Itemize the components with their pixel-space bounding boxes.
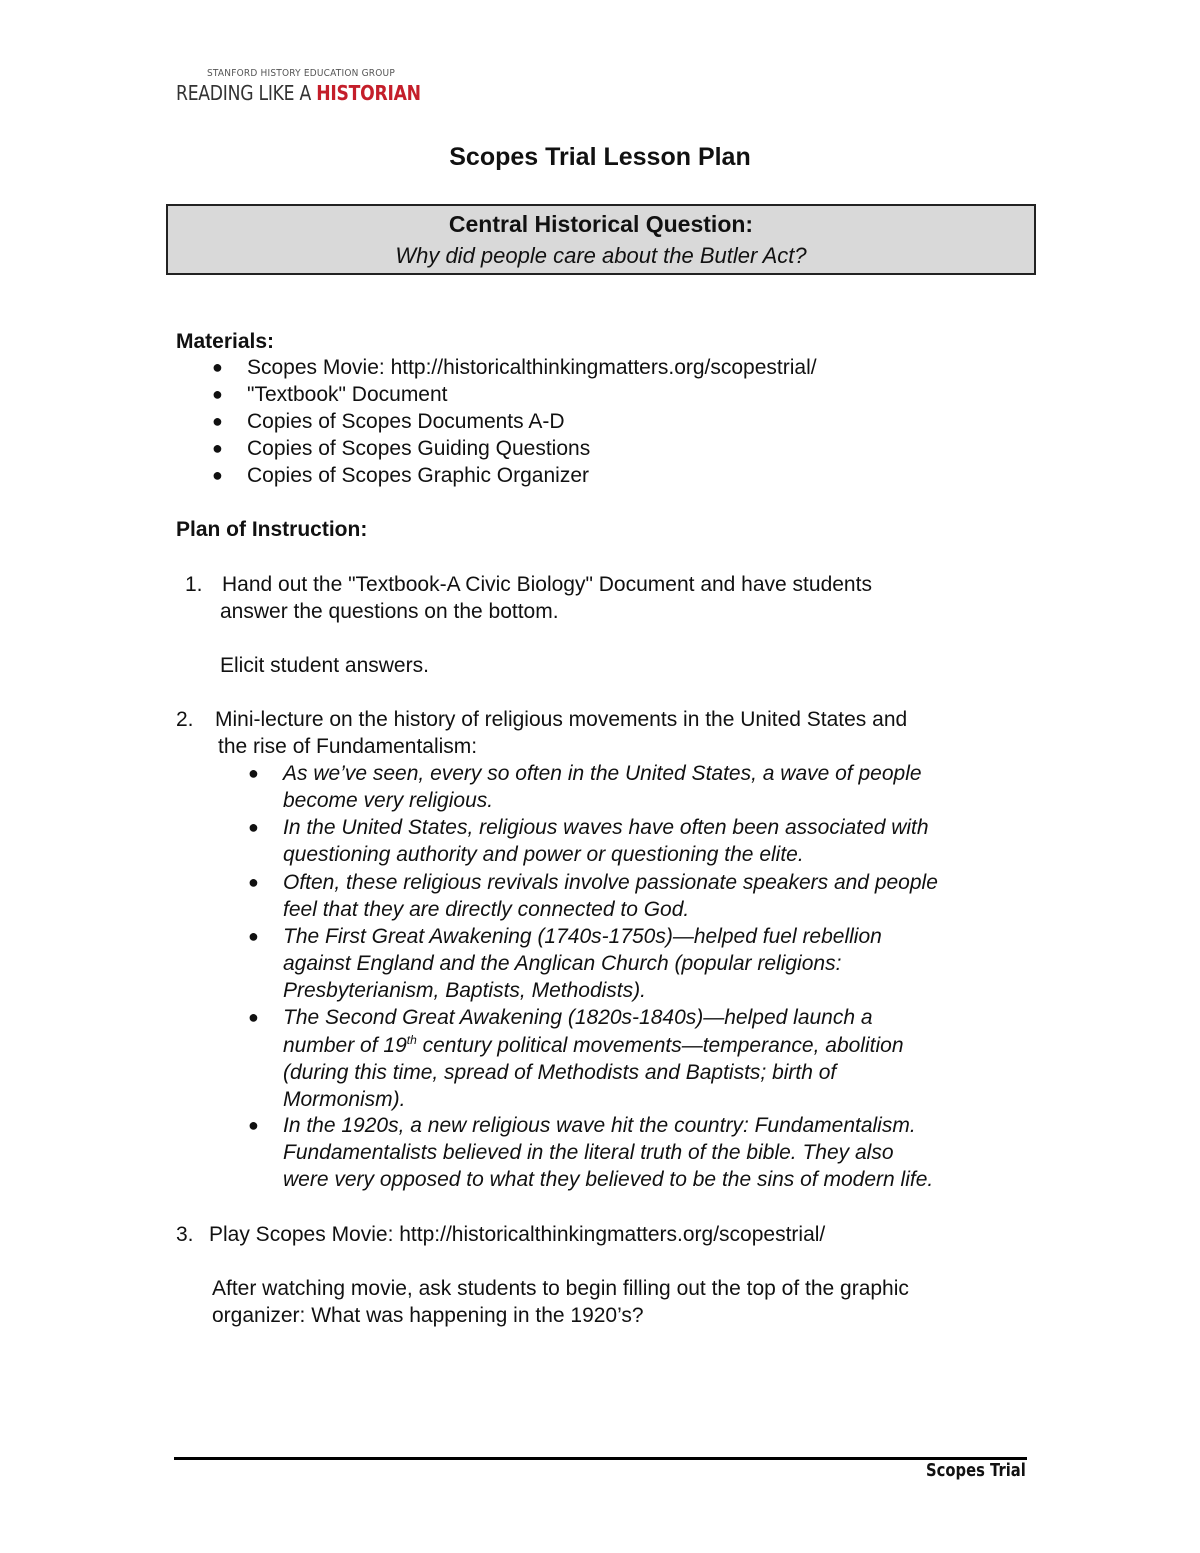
bullet-icon: ● — [212, 438, 223, 458]
bullet-icon: ● — [248, 872, 259, 892]
step-number: 3. — [176, 1223, 194, 1246]
step-number: 2. — [176, 708, 194, 731]
bullet-icon: ● — [212, 357, 223, 377]
materials-item: Copies of Scopes Guiding Questions — [247, 437, 591, 460]
logo — [176, 81, 421, 105]
bullet-icon: ● — [248, 1115, 259, 1135]
plan-heading: Plan of Instruction: — [176, 518, 368, 541]
bullet-icon: ● — [248, 763, 259, 783]
lecture-point-text: century political movements—temperance, abolition — [416, 1034, 904, 1057]
lecture-point: feel that they are directly connected to God. — [283, 898, 690, 921]
lecture-point: against England and the Anglican Church (popular religions: — [283, 952, 842, 975]
bullet-icon: ● — [212, 465, 223, 485]
lecture-point: As we’ve seen, every so often in the United States, a wave of people — [283, 762, 922, 785]
lecture-point: become very religious. — [283, 789, 494, 812]
lecture-point: In the United States, religious waves have often been associated with — [283, 816, 929, 839]
superscript: th — [406, 1033, 417, 1047]
bullet-icon: ● — [248, 1007, 259, 1027]
central-question-box — [166, 204, 1036, 275]
footer-label: Scopes Trial — [926, 1460, 1026, 1481]
materials-item: Scopes Movie: http://historicalthinkingmatters.org/scopestrial/ — [247, 356, 817, 379]
bullet-icon: ● — [212, 384, 223, 404]
bullet-icon: ● — [212, 411, 223, 431]
step1-followup: Elicit student answers. — [220, 654, 429, 677]
lecture-point: Mormonism). — [283, 1088, 406, 1111]
central-question-text: Why did people care about the Butler Act? — [395, 243, 807, 268]
materials-item: Copies of Scopes Graphic Organizer — [247, 464, 589, 487]
materials-item: "Textbook" Document — [247, 383, 448, 406]
logo-group-text: STANFORD HISTORY EDUCATION GROUP — [207, 68, 395, 80]
lecture-point: In the 1920s, a new religious wave hit the country: Fundamentalism. — [283, 1114, 916, 1137]
step1-line1: Hand out the "Textbook-A Civic Biology" Document and have students — [222, 573, 872, 596]
central-question-heading: Central Historical Question: — [448, 211, 754, 237]
lecture-point: (during this time, spread of Methodists and Baptists; birth of — [283, 1061, 837, 1084]
lecture-point: questioning authority and power or questioning the elite. — [283, 843, 804, 866]
lecture-point — [283, 1032, 904, 1059]
step1-line2: answer the questions on the bottom. — [220, 600, 559, 623]
step2-line2: the rise of Fundamentalism: — [218, 735, 478, 758]
logo-text-main: READING LIKE A — [176, 81, 317, 105]
materials-item: Copies of Scopes Documents A-D — [247, 410, 565, 433]
lecture-point: The Second Great Awakening (1820s-1840s)—helped launch a — [283, 1006, 873, 1029]
footer-divider — [174, 1457, 1027, 1460]
step3-followup: organizer: What was happening in the 1920’s? — [212, 1304, 644, 1327]
lecture-point: Often, these religious revivals involve passionate speakers and people — [283, 871, 938, 894]
step2-line1: Mini-lecture on the history of religious movements in the United States and — [215, 708, 908, 731]
lecture-point: were very opposed to what they believed to be the sins of modern life. — [283, 1168, 934, 1191]
lecture-point: The First Great Awakening (1740s-1750s)—helped fuel rebellion — [283, 925, 882, 948]
materials-heading: Materials: — [176, 330, 275, 353]
logo-text-accent: HISTORIAN — [316, 81, 421, 105]
step-number: 1. — [185, 573, 203, 596]
lecture-point: Fundamentalists believed in the literal truth of the bible. They also — [283, 1141, 894, 1164]
page-title: Scopes Trial Lesson Plan — [449, 143, 751, 171]
bullet-icon: ● — [248, 817, 259, 837]
step3-followup: After watching movie, ask students to begin filling out the top of the graphic — [212, 1277, 909, 1300]
lecture-point: Presbyterianism, Baptists, Methodists). — [283, 979, 646, 1002]
step3-line1: Play Scopes Movie: http://historicalthinkingmatters.org/scopestrial/ — [209, 1223, 826, 1246]
lecture-point-text: number of 19 — [283, 1034, 407, 1057]
bullet-icon: ● — [248, 926, 259, 946]
